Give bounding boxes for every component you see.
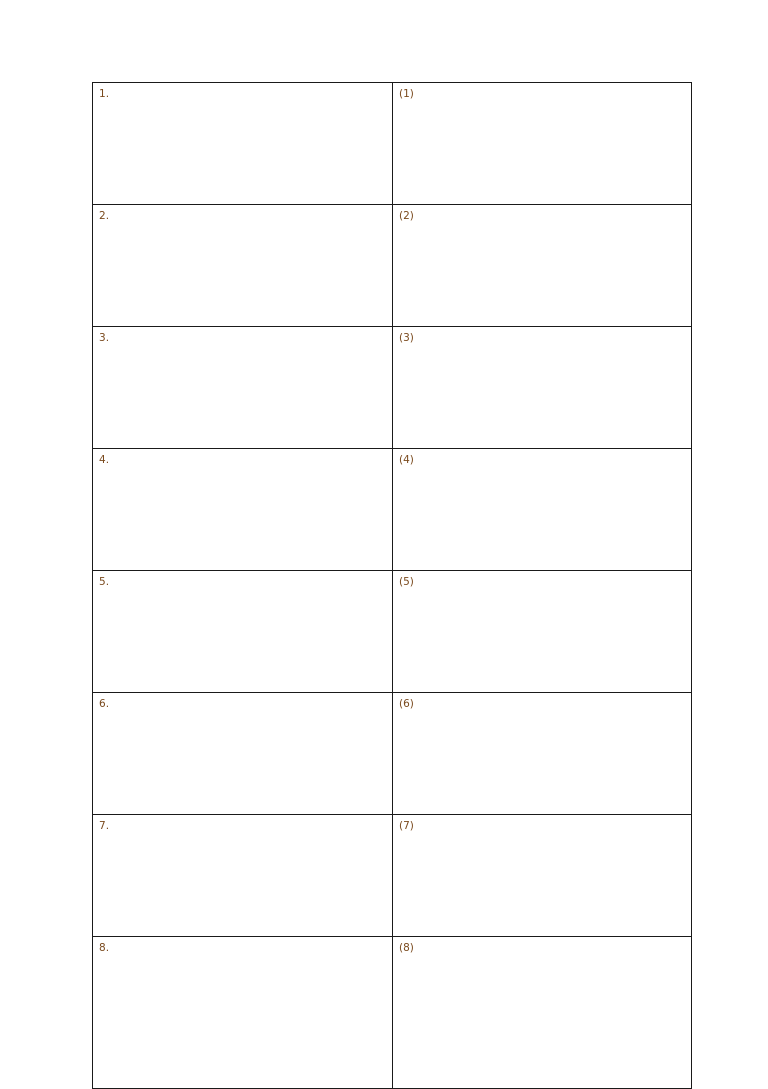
pali-verse-cell: 1. [93,83,393,205]
verse-row [93,449,692,571]
pali-verse-cell: 5. [93,571,393,693]
sinhala-meaning-cell: (8) [393,937,692,1089]
meaning-number: 6 [403,698,410,710]
verse-row [93,327,692,449]
sinhala-meaning-cell: (1) [393,83,692,205]
verse-row [93,571,692,693]
meaning-number: 1 [403,88,410,100]
verse-row [93,815,692,937]
verse-row [93,83,692,205]
sinhala-meaning-cell: (6) [393,693,692,815]
verse-number: 8 [99,942,106,954]
verse-number: 7 [99,820,106,832]
meaning-number: 5 [403,576,410,588]
verse-number: 6 [99,698,106,710]
meaning-number: 8 [403,942,410,954]
pali-verse-cell: 7. [93,815,393,937]
verse-row [93,205,692,327]
meaning-number: 3 [403,332,410,344]
sinhala-meaning-cell: (7) [393,815,692,937]
pali-verse-cell: 8. [93,937,393,1089]
sinhala-meaning-cell: (5) [393,571,692,693]
pali-verse-cell: 6. [93,693,393,815]
meaning-number: 2 [403,210,410,222]
meaning-number: 7 [403,820,410,832]
pali-verse-cell: 2. [93,205,393,327]
meaning-number: 4 [403,454,410,466]
sinhala-meaning-cell: (4) [393,449,692,571]
verse-number: 3 [99,332,106,344]
sinhala-meaning-cell: (2) [393,205,692,327]
pali-verse-cell: 4. [93,449,393,571]
pali-verse-cell: 3. [93,327,393,449]
verse-row [93,693,692,815]
verse-number: 1 [99,88,106,100]
verse-number: 5 [99,576,106,588]
sinhala-meaning-cell: (3) [393,327,692,449]
verse-number: 2 [99,210,106,222]
verse-row [93,937,692,1089]
verse-number: 4 [99,454,106,466]
verse-table-body [93,83,692,1089]
verse-table [92,82,692,1089]
